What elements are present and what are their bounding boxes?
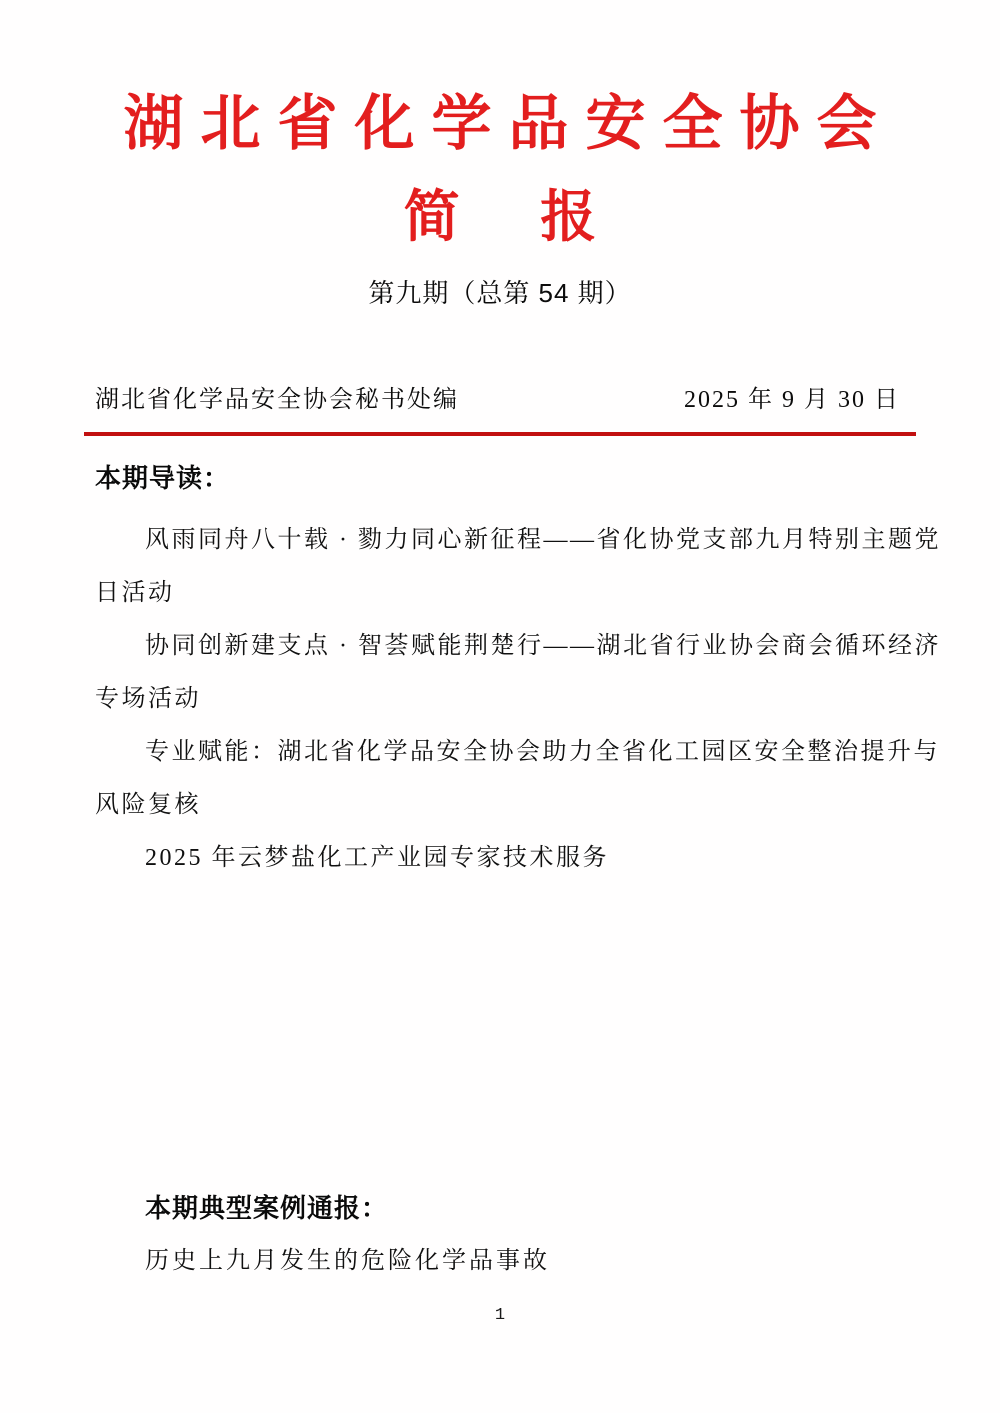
cases-section-heading: 本期典型案例通报： xyxy=(145,1193,389,1223)
issue-number-line: 第九期（总第 54 期） xyxy=(368,278,632,308)
publication-date: 2025 年 9 月 30 日 xyxy=(684,387,900,413)
cases-section-line: 历史上九月发生的危险化学品事故 xyxy=(145,1248,550,1274)
bulletin-title: 简 报 xyxy=(403,187,609,249)
page-number: 1 xyxy=(494,1306,506,1325)
red-divider-rule xyxy=(84,432,916,436)
guide-toc-line: 日活动 xyxy=(95,580,175,606)
org-title: 湖北省化学品安全协会 xyxy=(123,91,894,157)
guide-toc-line: 风险复核 xyxy=(95,792,201,818)
guide-toc-list xyxy=(95,514,941,885)
byline-row xyxy=(95,379,900,414)
editor-credit: 湖北省化学品安全协会秘书处编 xyxy=(95,387,459,413)
guide-toc-line: 风雨同舟八十载 · 勠力同心新征程——省化协党支部九月特别主题党 xyxy=(145,527,941,553)
guide-toc-line: 2025 年云梦盐化工产业园专家技术服务 xyxy=(145,845,609,871)
guide-toc-line: 协同创新建支点 · 智荟赋能荆楚行——湖北省行业协会商会循环经济 xyxy=(145,633,941,659)
guide-section-heading: 本期导读： xyxy=(95,463,231,493)
guide-toc-line: 专场活动 xyxy=(95,686,201,712)
guide-toc-line: 专业赋能：湖北省化学品安全协会助力全省化工园区安全整治提升与 xyxy=(145,739,940,765)
